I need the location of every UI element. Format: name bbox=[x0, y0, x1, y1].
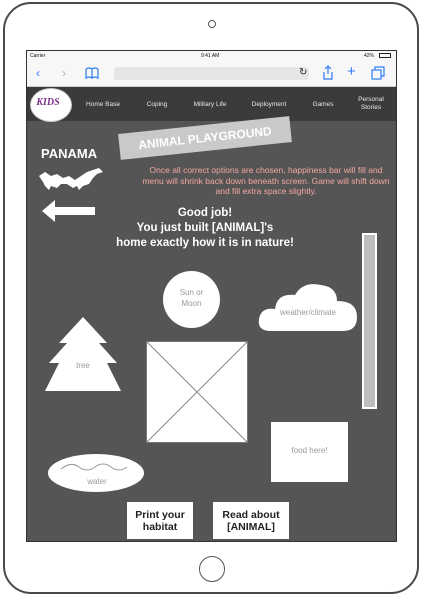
success-message bbox=[85, 206, 325, 251]
nav-coping[interactable]: Coping bbox=[146, 101, 168, 108]
reload-icon[interactable]: ↻ bbox=[299, 67, 308, 78]
nav-games[interactable]: Games bbox=[312, 101, 334, 108]
tree-icon[interactable] bbox=[43, 317, 123, 393]
chevron-right-icon[interactable]: › bbox=[62, 66, 66, 80]
cloud-icon[interactable] bbox=[257, 279, 359, 335]
design-note: Once all correct options are chosen, happiness bar will fill and menu will shrink back down beneath screen. Game will shift down and fill extra space slightly. bbox=[142, 165, 390, 196]
game-title-banner bbox=[118, 116, 292, 160]
print-habitat-button[interactable]: Print your habitat bbox=[127, 502, 193, 539]
food-label: food here! bbox=[291, 446, 328, 455]
food-slot[interactable] bbox=[271, 422, 348, 482]
happiness-bar bbox=[362, 233, 377, 409]
nav-personal-stories[interactable]: Personal Stories bbox=[358, 96, 384, 111]
logo-text: KIDS bbox=[36, 97, 60, 108]
address-bar[interactable] bbox=[114, 67, 309, 80]
battery-label: 42% bbox=[364, 53, 375, 59]
carrier-label: Carrier bbox=[30, 53, 46, 59]
chevron-left-icon[interactable]: ‹ bbox=[36, 66, 40, 80]
screen bbox=[26, 50, 397, 542]
water-label: water bbox=[87, 477, 107, 486]
success-line-1: Good job! bbox=[177, 207, 233, 219]
home-button[interactable] bbox=[199, 556, 225, 582]
nav-military-life[interactable]: Military Life bbox=[193, 101, 227, 108]
read-about-animal-button[interactable]: Read about [ANIMAL] bbox=[213, 502, 289, 539]
success-line-3: home exactly how it is in nature! bbox=[116, 237, 294, 249]
share-icon[interactable] bbox=[322, 65, 334, 80]
water-pond-icon[interactable] bbox=[47, 453, 145, 493]
battery-icon bbox=[379, 53, 391, 58]
sun-moon-slot[interactable] bbox=[163, 271, 220, 328]
time-label: 9:41 AM bbox=[201, 53, 220, 59]
status-bar bbox=[27, 51, 397, 61]
sun-moon-label: Sun or Moon bbox=[179, 288, 204, 308]
tabs-icon[interactable] bbox=[371, 66, 385, 80]
camera-icon bbox=[208, 20, 216, 28]
plus-icon[interactable]: + bbox=[347, 63, 356, 80]
success-line-2: You just built [ANIMAL]'s bbox=[136, 222, 274, 234]
site-nav bbox=[27, 87, 397, 121]
weather-label: weather/climate bbox=[279, 308, 337, 317]
browser-toolbar bbox=[27, 61, 397, 87]
nav-home-base[interactable]: Home Base bbox=[86, 101, 120, 108]
placeholder-cross bbox=[147, 342, 247, 442]
country-label: PANAMA bbox=[41, 146, 98, 161]
panama-map-icon bbox=[37, 164, 105, 194]
book-icon[interactable] bbox=[85, 67, 99, 79]
nav-deployment[interactable]: Deployment bbox=[251, 101, 287, 108]
game-title: ANIMAL PLAYGROUND bbox=[137, 124, 273, 152]
tree-label: tree bbox=[76, 361, 90, 370]
habitat-image-placeholder[interactable] bbox=[146, 341, 248, 443]
